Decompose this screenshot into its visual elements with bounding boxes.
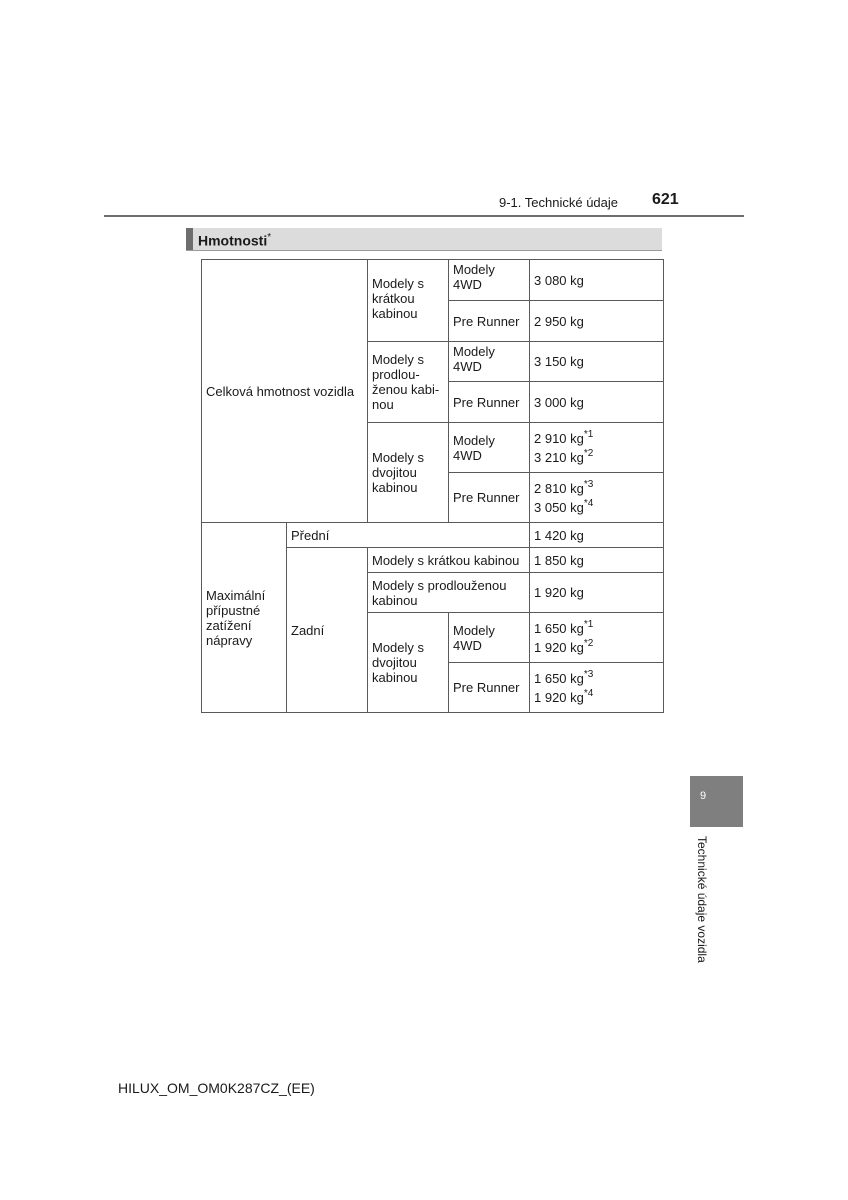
value-line bbox=[534, 688, 659, 707]
value-text: 3 210 kg bbox=[534, 449, 584, 465]
axle-front-value: 1 420 kg bbox=[530, 523, 664, 548]
value-line bbox=[534, 669, 659, 688]
footnote-marker: *3 bbox=[583, 478, 594, 490]
gross-extended-cab-pre-value: 3 000 kg bbox=[530, 382, 664, 423]
weights-table bbox=[201, 259, 664, 713]
value-text: 2 810 kg bbox=[534, 480, 584, 496]
value-text: 3 050 kg bbox=[534, 499, 584, 515]
footnote-marker: *3 bbox=[583, 668, 594, 680]
value-line bbox=[534, 619, 659, 638]
chapter-tab-label: Technické údaje vozidla bbox=[695, 836, 709, 963]
header-divider bbox=[104, 215, 744, 217]
footnote-marker: *2 bbox=[583, 637, 594, 649]
page-number: 621 bbox=[652, 191, 679, 208]
document-code: HILUX_OM_OM0K287CZ_(EE) bbox=[118, 1080, 315, 1096]
section-title bbox=[198, 232, 271, 249]
gross-short-cab-label: Modely s krátkou kabinou bbox=[368, 260, 449, 342]
gross-extended-cab-label: Modely s prodlou-ženou kabi-nou bbox=[368, 342, 449, 423]
gross-extended-cab-pre-label: Pre Runner bbox=[449, 382, 530, 423]
value-text: 2 910 kg bbox=[534, 430, 584, 446]
axle-rear-label: Zadní bbox=[287, 548, 368, 713]
value-text: 1 650 kg bbox=[534, 670, 584, 686]
axle-rear-extended-cab-value: 1 920 kg bbox=[530, 573, 664, 613]
gross-short-cab-pre-value: 2 950 kg bbox=[530, 301, 664, 342]
axle-rear-double-cab-4wd-values bbox=[530, 613, 664, 663]
axle-rear-double-cab-pre-values bbox=[530, 663, 664, 713]
gross-short-cab-pre-label: Pre Runner bbox=[449, 301, 530, 342]
section-accent-block bbox=[186, 228, 193, 250]
section-title-text: Hmotnosti bbox=[198, 232, 268, 249]
value-text: 1 920 kg bbox=[534, 689, 584, 705]
gross-double-cab-pre-label: Pre Runner bbox=[449, 473, 530, 523]
gross-double-cab-4wd-label: Modely 4WD bbox=[449, 423, 530, 473]
footnote-marker: *2 bbox=[583, 447, 594, 459]
value-line bbox=[534, 448, 659, 467]
axle-rear-double-cab-label: Modely s dvojitou kabinou bbox=[368, 613, 449, 713]
chapter-tab[interactable] bbox=[690, 776, 743, 827]
axle-front-label: Přední bbox=[287, 523, 530, 548]
footnote-marker: *4 bbox=[583, 687, 594, 699]
axle-load-label: Maximální přípustné zatížení nápravy bbox=[202, 523, 287, 713]
value-text: 1 920 kg bbox=[534, 639, 584, 655]
section-heading-bar bbox=[186, 228, 662, 251]
axle-rear-double-cab-pre-label: Pre Runner bbox=[449, 663, 530, 713]
section-title-marker: * bbox=[267, 232, 272, 243]
gross-double-cab-4wd-values bbox=[530, 423, 664, 473]
gross-double-cab-label: Modely s dvojitou kabinou bbox=[368, 423, 449, 523]
gross-extended-cab-4wd-value: 3 150 kg bbox=[530, 342, 664, 382]
header-section-title: 9-1. Technické údaje bbox=[499, 195, 619, 210]
footnote-marker: *1 bbox=[583, 428, 594, 440]
value-line bbox=[534, 479, 659, 498]
value-line bbox=[534, 638, 659, 657]
gross-extended-cab-4wd-label: Modely 4WD bbox=[449, 342, 530, 382]
footnote-marker: *4 bbox=[583, 497, 594, 509]
chapter-number: 9 bbox=[700, 790, 707, 802]
axle-rear-short-cab-value: 1 850 kg bbox=[530, 548, 664, 573]
gross-short-cab-4wd-label: Modely 4WD bbox=[449, 260, 530, 301]
value-line bbox=[534, 429, 659, 448]
footnote-marker: *1 bbox=[583, 618, 594, 630]
gross-short-cab-4wd-value: 3 080 kg bbox=[530, 260, 664, 301]
value-line bbox=[534, 498, 659, 517]
value-text: 1 650 kg bbox=[534, 620, 584, 636]
axle-rear-double-cab-4wd-label: Modely 4WD bbox=[449, 613, 530, 663]
gross-weight-label: Celková hmotnost vozidla bbox=[202, 260, 368, 523]
axle-rear-short-cab-label: Modely s krátkou kabinou bbox=[368, 548, 530, 573]
axle-rear-extended-cab-label: Modely s prodlouženou kabinou bbox=[368, 573, 530, 613]
gross-double-cab-pre-values bbox=[530, 473, 664, 523]
